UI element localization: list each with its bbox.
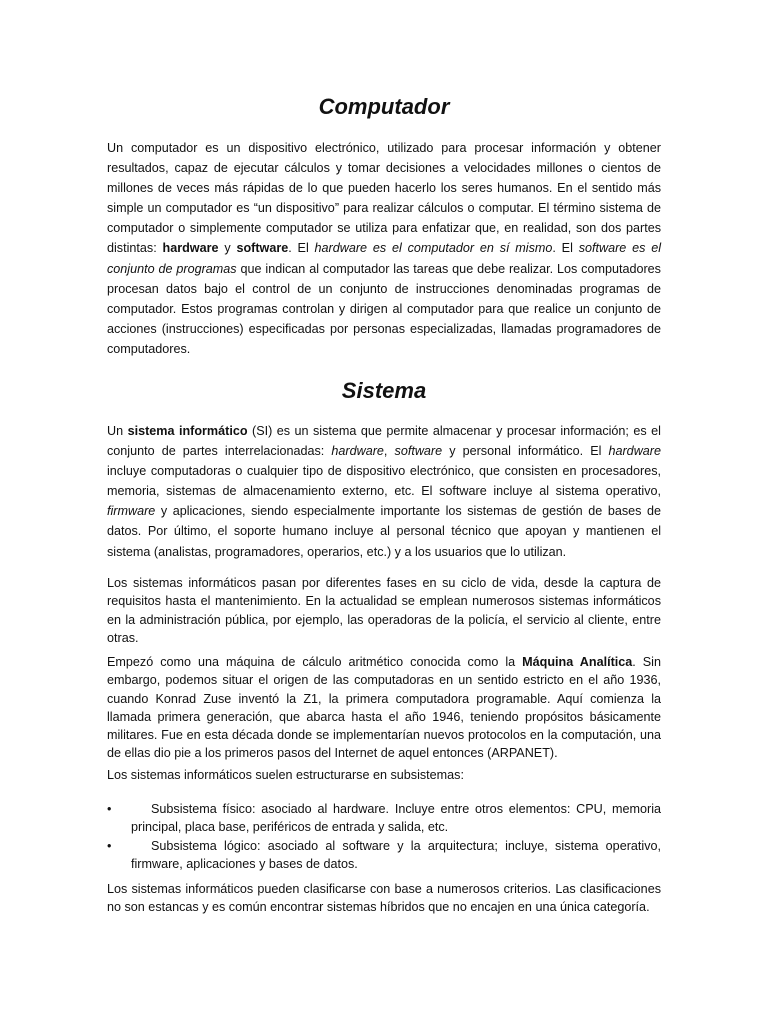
text-run-italic: hardware [608, 444, 661, 459]
text-run: Empezó como una máquina de cálculo aritmético conocida como la [107, 655, 523, 669]
text-run: que indican al computador las tareas que debe realizar. Los computadores procesan datos bajo el control de un conjunto de instrucciones denominadas programas de computador. Estos programas controlan y dirigen al computador para que realice un conjunto de acciones (instrucciones) especificadas por personas especializadas, llamadas programadores de computadores. [107, 261, 661, 356]
text-run: . El [288, 241, 315, 256]
text-run: . El [552, 241, 579, 256]
paragraph-clasificacion: Los sistemas informáticos pueden clasificarse con base a numerosos criterios. Las clasificaciones no son estancas y es común encontrar sistemas híbridos que no encajen en una única categoría. [107, 882, 661, 915]
text-run: y [218, 241, 237, 256]
text-run-italic: firmware [131, 857, 180, 872]
paragraph-origen [107, 653, 661, 763]
list-item-text [131, 800, 661, 837]
list-item-subsistema-logico [107, 837, 661, 874]
paragraph-ciclo-de-vida: Los sistemas informáticos pasan por diferentes fases en su ciclo de vida, desde la captura de requisitos hasta el mantenimiento. En la actualidad se emplean numerosos sistemas informáticos en la administración pública, por ejemplo, las operadoras de la policía, el servicio al cliente, entre otras. [107, 576, 661, 645]
text-run: Un [107, 424, 128, 438]
text-run-italic: hardware [331, 444, 384, 459]
text-run: , aplicaciones y bases de datos. [179, 857, 358, 872]
bullet-icon: • [107, 839, 112, 853]
text-run-italic: software es el conjunto de programas [107, 241, 661, 276]
list-item-subsistema-fisico [107, 800, 661, 837]
text-run: incluye computadoras o cualquier tipo de dispositivo electrónico, que consisten en procesadores, memoria, sistemas de almacenamiento externo, etc. El software incluye al sistema operativo, [107, 464, 661, 499]
paragraph-subsistemas-intro: Los sistemas informáticos suelen estructurarse en subsistemas: [107, 768, 464, 782]
text-run: Subsistema lógico: asociado al [151, 839, 343, 853]
paragraph-sistema-informatico [107, 421, 661, 562]
text-run-bold: sistema informático [127, 424, 248, 438]
text-run: y la arquitectura; incluye, sistema operativo, [390, 839, 661, 853]
text-run-bold: hardware [162, 241, 219, 256]
title-computador: Computador [318, 94, 450, 119]
text-run: . Incluye entre otros elementos: CPU, memoria principal, placa base, periféricos de entrada y salida, etc. [131, 802, 662, 835]
text-run-italic: hardware es el computador en sí mismo [314, 241, 553, 256]
text-run-italic: software [394, 444, 443, 459]
text-run-italic: hardware [333, 802, 386, 816]
text-run-bold: Máquina Analítica [522, 655, 633, 669]
text-run: Un computador es un dispositivo electrónico, utilizado para procesar información y obtener resultados, capaz de ejecutar cálculos y tomar decisiones a velocidades millones o cientos de millones de veces más rápidas de lo que pueden hacerlo los seres humanos. En el sentido más simple un computador es “un dispositivo” para realizar cálculos o computar. El término sistema de computador o simplemente computador se utiliza para enfatizar que, en realidad, son dos partes distintas: [107, 141, 661, 256]
text-run-italic: firmware [107, 504, 156, 519]
text-run: y aplicaciones, siendo especialmente importante los sistemas de gestión de bases de datos. Por último, el soporte humano incluye al personal técnico que apoyan y mantienen el sistema (analistas, programadores, operarios, etc.) y a los usuarios que lo utilizan. [107, 504, 661, 559]
text-run: y personal informático. El [442, 444, 609, 459]
text-run: Subsistema físico: asociado al [151, 802, 334, 816]
text-run: . Sin embargo, podemos situar el origen de las computadoras en un sentido estricto en el año 1936, cuando Konrad Zuse inventó la Z1, la primera computadora programable. Aquí comienza la llamada primera generación, que abarca hasta el año 1946, teniendo propósitos básicamente militares. Fue en esta década donde se implementarían nuevos protocolos en la computación, una de ellas dio pie a los primeros pasos del Internet de aquel entonces (ARPANET). [107, 655, 661, 761]
bullet-icon: • [107, 802, 112, 816]
text-run-italic: software [342, 839, 391, 853]
list-item-text [131, 837, 661, 874]
text-run-bold: software [236, 241, 289, 256]
paragraph-computador [107, 138, 661, 359]
text-run: , [383, 444, 395, 459]
title-sistema: Sistema [341, 378, 427, 403]
text-run: (SI) es un sistema que permite almacenar y procesar información; es el conjunto de partes interrelacionadas: [107, 424, 661, 459]
